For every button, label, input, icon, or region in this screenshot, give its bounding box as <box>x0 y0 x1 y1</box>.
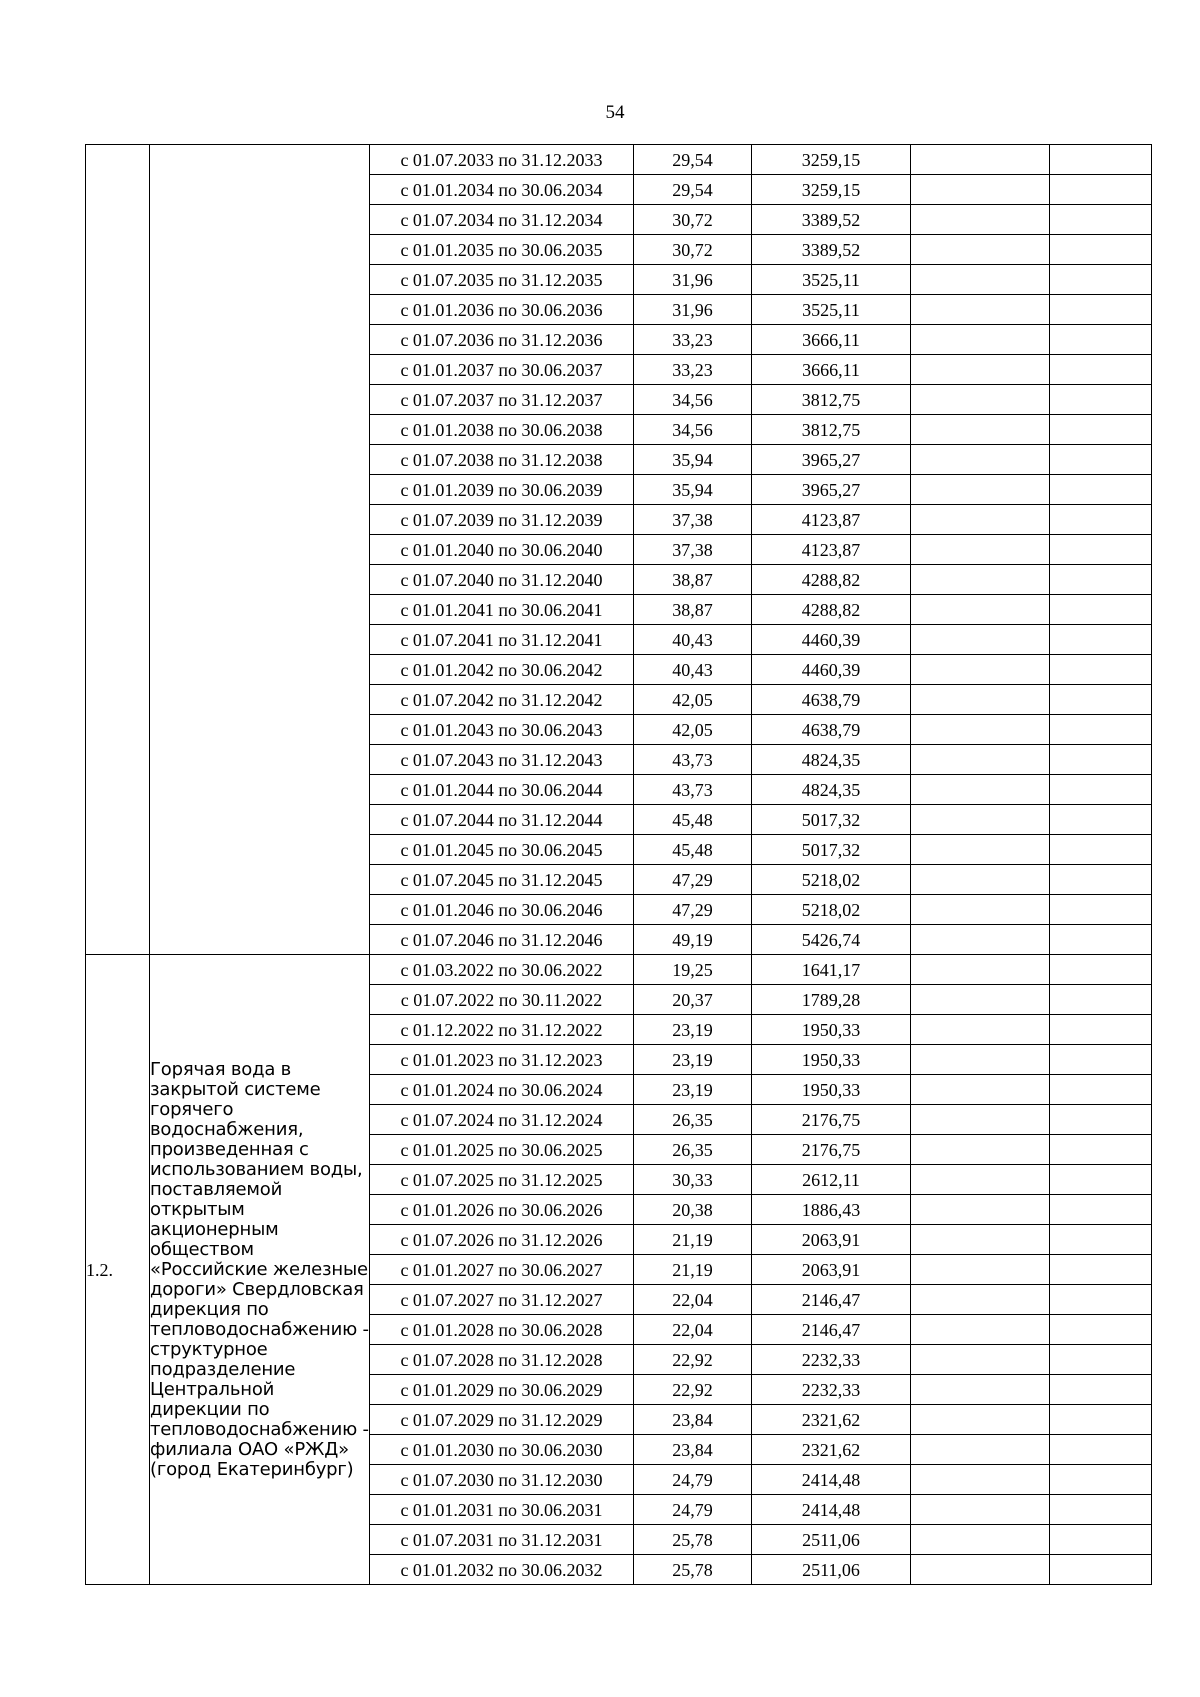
period-cell: с 01.07.2042 по 31.12.2042 <box>370 685 634 715</box>
period-cell: с 01.07.2035 по 31.12.2035 <box>370 265 634 295</box>
value-cell: 3812,75 <box>752 385 911 415</box>
value-cell: 23,84 <box>634 1405 752 1435</box>
value-cell: 26,35 <box>634 1135 752 1165</box>
period-cell: с 01.07.2024 по 31.12.2024 <box>370 1105 634 1135</box>
tariff-table <box>85 144 1152 1585</box>
value-cell: 35,94 <box>634 445 752 475</box>
empty-cell <box>911 385 1050 415</box>
period-cell: с 01.01.2037 по 30.06.2037 <box>370 355 634 385</box>
value-cell: 5017,32 <box>752 835 911 865</box>
empty-cell <box>911 1105 1050 1135</box>
empty-cell <box>911 145 1050 175</box>
section-number: 1.2. <box>86 955 150 1585</box>
value-cell: 25,78 <box>634 1555 752 1585</box>
period-cell: с 01.07.2025 по 31.12.2025 <box>370 1165 634 1195</box>
table-row <box>86 955 1152 985</box>
empty-cell <box>1050 715 1152 745</box>
value-cell: 24,79 <box>634 1495 752 1525</box>
empty-cell <box>1050 235 1152 265</box>
empty-cell <box>1050 925 1152 955</box>
empty-cell <box>1050 1255 1152 1285</box>
empty-cell <box>911 775 1050 805</box>
empty-cell <box>911 325 1050 355</box>
empty-cell <box>1050 1285 1152 1315</box>
value-cell: 2232,33 <box>752 1375 911 1405</box>
value-cell: 43,73 <box>634 775 752 805</box>
empty-cell <box>911 265 1050 295</box>
empty-cell <box>911 985 1050 1015</box>
value-cell: 23,84 <box>634 1435 752 1465</box>
value-cell: 21,19 <box>634 1225 752 1255</box>
value-cell: 30,72 <box>634 205 752 235</box>
value-cell: 2414,48 <box>752 1495 911 1525</box>
value-cell: 47,29 <box>634 895 752 925</box>
empty-cell <box>1050 1135 1152 1165</box>
value-cell: 3525,11 <box>752 295 911 325</box>
empty-cell <box>1050 1405 1152 1435</box>
empty-cell <box>911 805 1050 835</box>
empty-cell <box>911 1525 1050 1555</box>
empty-cell <box>1050 295 1152 325</box>
empty-cell <box>911 565 1050 595</box>
value-cell: 4638,79 <box>752 685 911 715</box>
value-cell: 3666,11 <box>752 355 911 385</box>
period-cell: с 01.07.2022 по 30.11.2022 <box>370 985 634 1015</box>
period-cell: с 01.01.2032 по 30.06.2032 <box>370 1555 634 1585</box>
empty-cell <box>1050 1165 1152 1195</box>
empty-cell <box>911 1165 1050 1195</box>
empty-cell <box>1050 625 1152 655</box>
empty-cell <box>911 715 1050 745</box>
period-cell: с 01.01.2044 по 30.06.2044 <box>370 775 634 805</box>
period-cell: с 01.07.2033 по 31.12.2033 <box>370 145 634 175</box>
empty-cell <box>911 235 1050 265</box>
period-cell: с 01.01.2043 по 30.06.2043 <box>370 715 634 745</box>
value-cell: 2146,47 <box>752 1315 911 1345</box>
tariff-table-body <box>86 145 1152 1585</box>
value-cell: 42,05 <box>634 715 752 745</box>
empty-cell <box>1050 1465 1152 1495</box>
empty-cell <box>1050 205 1152 235</box>
period-cell: с 01.07.2031 по 31.12.2031 <box>370 1525 634 1555</box>
value-cell: 5218,02 <box>752 865 911 895</box>
empty-cell <box>911 895 1050 925</box>
empty-cell <box>911 865 1050 895</box>
empty-cell <box>911 1225 1050 1255</box>
period-cell: с 01.07.2027 по 31.12.2027 <box>370 1285 634 1315</box>
value-cell: 23,19 <box>634 1015 752 1045</box>
period-cell: с 01.07.2045 по 31.12.2045 <box>370 865 634 895</box>
value-cell: 2414,48 <box>752 1465 911 1495</box>
value-cell: 2511,06 <box>752 1555 911 1585</box>
value-cell: 2612,11 <box>752 1165 911 1195</box>
period-cell: с 01.07.2029 по 31.12.2029 <box>370 1405 634 1435</box>
period-cell: с 01.01.2036 по 30.06.2036 <box>370 295 634 325</box>
value-cell: 3965,27 <box>752 445 911 475</box>
period-cell: с 01.01.2042 по 30.06.2042 <box>370 655 634 685</box>
period-cell: с 01.01.2023 по 31.12.2023 <box>370 1045 634 1075</box>
period-cell: с 01.01.2034 по 30.06.2034 <box>370 175 634 205</box>
value-cell: 40,43 <box>634 655 752 685</box>
value-cell: 34,56 <box>634 415 752 445</box>
value-cell: 33,23 <box>634 325 752 355</box>
empty-cell <box>1050 685 1152 715</box>
value-cell: 1950,33 <box>752 1045 911 1075</box>
empty-cell <box>1050 355 1152 385</box>
empty-cell <box>1050 985 1152 1015</box>
value-cell: 5426,74 <box>752 925 911 955</box>
value-cell: 31,96 <box>634 295 752 325</box>
value-cell: 22,92 <box>634 1345 752 1375</box>
period-cell: с 01.01.2039 по 30.06.2039 <box>370 475 634 505</box>
empty-cell <box>911 1435 1050 1465</box>
empty-cell <box>1050 1555 1152 1585</box>
period-cell: с 01.07.2037 по 31.12.2037 <box>370 385 634 415</box>
empty-cell <box>1050 1525 1152 1555</box>
empty-cell <box>1050 415 1152 445</box>
empty-cell <box>1050 475 1152 505</box>
empty-cell <box>911 535 1050 565</box>
empty-cell <box>911 475 1050 505</box>
value-cell: 4123,87 <box>752 505 911 535</box>
empty-cell <box>911 835 1050 865</box>
period-cell: с 01.01.2046 по 30.06.2046 <box>370 895 634 925</box>
empty-cell <box>1050 385 1152 415</box>
empty-cell <box>911 1045 1050 1075</box>
value-cell: 22,04 <box>634 1315 752 1345</box>
value-cell: 2063,91 <box>752 1225 911 1255</box>
value-cell: 40,43 <box>634 625 752 655</box>
value-cell: 2321,62 <box>752 1435 911 1465</box>
value-cell: 4638,79 <box>752 715 911 745</box>
empty-cell <box>911 1315 1050 1345</box>
empty-cell <box>1050 805 1152 835</box>
period-cell: с 01.01.2038 по 30.06.2038 <box>370 415 634 445</box>
value-cell: 4460,39 <box>752 625 911 655</box>
value-cell: 4460,39 <box>752 655 911 685</box>
period-cell: с 01.07.2044 по 31.12.2044 <box>370 805 634 835</box>
value-cell: 23,19 <box>634 1045 752 1075</box>
period-cell: с 01.01.2028 по 30.06.2028 <box>370 1315 634 1345</box>
value-cell: 5218,02 <box>752 895 911 925</box>
value-cell: 2321,62 <box>752 1405 911 1435</box>
value-cell: 4824,35 <box>752 745 911 775</box>
value-cell: 34,56 <box>634 385 752 415</box>
empty-cell <box>911 625 1050 655</box>
value-cell: 45,48 <box>634 835 752 865</box>
value-cell: 35,94 <box>634 475 752 505</box>
value-cell: 2176,75 <box>752 1105 911 1135</box>
value-cell: 1641,17 <box>752 955 911 985</box>
empty-cell <box>911 955 1050 985</box>
value-cell: 1789,28 <box>752 985 911 1015</box>
value-cell: 29,54 <box>634 145 752 175</box>
empty-cell <box>1050 565 1152 595</box>
value-cell: 3812,75 <box>752 415 911 445</box>
value-cell: 38,87 <box>634 595 752 625</box>
empty-cell <box>911 1495 1050 1525</box>
value-cell: 4123,87 <box>752 535 911 565</box>
value-cell: 47,29 <box>634 865 752 895</box>
value-cell: 1950,33 <box>752 1075 911 1105</box>
empty-cell <box>1050 1315 1152 1345</box>
value-cell: 33,23 <box>634 355 752 385</box>
value-cell: 3259,15 <box>752 175 911 205</box>
empty-cell <box>911 1555 1050 1585</box>
value-cell: 37,38 <box>634 505 752 535</box>
value-cell: 4288,82 <box>752 565 911 595</box>
value-cell: 2146,47 <box>752 1285 911 1315</box>
value-cell: 43,73 <box>634 745 752 775</box>
table-row <box>86 145 1152 175</box>
empty-cell <box>911 1015 1050 1045</box>
empty-cell <box>1050 505 1152 535</box>
empty-cell <box>1050 1015 1152 1045</box>
value-cell: 45,48 <box>634 805 752 835</box>
empty-cell <box>911 445 1050 475</box>
empty-cell <box>1050 1045 1152 1075</box>
empty-cell <box>1050 775 1152 805</box>
empty-cell <box>911 595 1050 625</box>
empty-cell <box>1050 535 1152 565</box>
period-cell: с 01.07.2030 по 31.12.2030 <box>370 1465 634 1495</box>
value-cell: 2063,91 <box>752 1255 911 1285</box>
value-cell: 37,38 <box>634 535 752 565</box>
empty-cell <box>911 1075 1050 1105</box>
empty-cell <box>1050 835 1152 865</box>
empty-cell <box>911 925 1050 955</box>
value-cell: 42,05 <box>634 685 752 715</box>
empty-cell <box>911 175 1050 205</box>
value-cell: 19,25 <box>634 955 752 985</box>
value-cell: 30,72 <box>634 235 752 265</box>
period-cell: с 01.07.2041 по 31.12.2041 <box>370 625 634 655</box>
period-cell: с 01.07.2046 по 31.12.2046 <box>370 925 634 955</box>
empty-cell <box>1050 955 1152 985</box>
value-cell: 49,19 <box>634 925 752 955</box>
empty-cell <box>1050 1495 1152 1525</box>
value-cell: 3389,52 <box>752 235 911 265</box>
empty-cell <box>1050 1225 1152 1255</box>
value-cell: 3389,52 <box>752 205 911 235</box>
value-cell: 5017,32 <box>752 805 911 835</box>
period-cell: с 01.01.2026 по 30.06.2026 <box>370 1195 634 1225</box>
section-name: Горячая вода в закрытой системе горячего водоснабжения, произведенная с использованием воды, поставляемой открытым акционерным обществом «Российские железные дороги» Свердловская дирекция по тепловодоснабжению - структурное подразделение Центральной дирекции по тепловодоснабжению - филиала ОАО «РЖД» (город Екатеринбург) <box>150 955 370 1585</box>
empty-cell <box>1050 655 1152 685</box>
empty-cell <box>1050 445 1152 475</box>
empty-cell <box>1050 865 1152 895</box>
continued-number-cell <box>86 145 150 955</box>
period-cell: с 01.01.2025 по 30.06.2025 <box>370 1135 634 1165</box>
empty-cell <box>911 415 1050 445</box>
value-cell: 1886,43 <box>752 1195 911 1225</box>
period-cell: с 01.01.2031 по 30.06.2031 <box>370 1495 634 1525</box>
value-cell: 2176,75 <box>752 1135 911 1165</box>
empty-cell <box>911 1345 1050 1375</box>
period-cell: с 01.01.2024 по 30.06.2024 <box>370 1075 634 1105</box>
period-cell: с 01.07.2028 по 31.12.2028 <box>370 1345 634 1375</box>
empty-cell <box>1050 745 1152 775</box>
value-cell: 3525,11 <box>752 265 911 295</box>
value-cell: 38,87 <box>634 565 752 595</box>
empty-cell <box>911 355 1050 385</box>
value-cell: 20,38 <box>634 1195 752 1225</box>
value-cell: 3259,15 <box>752 145 911 175</box>
empty-cell <box>1050 265 1152 295</box>
period-cell: с 01.01.2040 по 30.06.2040 <box>370 535 634 565</box>
empty-cell <box>911 1255 1050 1285</box>
value-cell: 22,04 <box>634 1285 752 1315</box>
value-cell: 25,78 <box>634 1525 752 1555</box>
value-cell: 23,19 <box>634 1075 752 1105</box>
empty-cell <box>911 1405 1050 1435</box>
empty-cell <box>1050 1345 1152 1375</box>
empty-cell <box>911 295 1050 325</box>
period-cell: с 01.01.2029 по 30.06.2029 <box>370 1375 634 1405</box>
value-cell: 3965,27 <box>752 475 911 505</box>
period-cell: с 01.07.2036 по 31.12.2036 <box>370 325 634 355</box>
value-cell: 1950,33 <box>752 1015 911 1045</box>
period-cell: с 01.01.2045 по 30.06.2045 <box>370 835 634 865</box>
empty-cell <box>1050 325 1152 355</box>
period-cell: с 01.07.2038 по 31.12.2038 <box>370 445 634 475</box>
empty-cell <box>1050 1075 1152 1105</box>
period-cell: с 01.07.2026 по 31.12.2026 <box>370 1225 634 1255</box>
value-cell: 2232,33 <box>752 1345 911 1375</box>
period-cell: с 01.01.2035 по 30.06.2035 <box>370 235 634 265</box>
page-number: 54 <box>605 102 625 123</box>
value-cell: 24,79 <box>634 1465 752 1495</box>
empty-cell <box>1050 1105 1152 1135</box>
period-cell: с 01.07.2043 по 31.12.2043 <box>370 745 634 775</box>
empty-cell <box>911 1285 1050 1315</box>
period-cell: с 01.07.2039 по 31.12.2039 <box>370 505 634 535</box>
empty-cell <box>911 205 1050 235</box>
empty-cell <box>911 505 1050 535</box>
value-cell: 20,37 <box>634 985 752 1015</box>
empty-cell <box>1050 145 1152 175</box>
value-cell: 29,54 <box>634 175 752 205</box>
empty-cell <box>911 655 1050 685</box>
period-cell: с 01.01.2027 по 30.06.2027 <box>370 1255 634 1285</box>
value-cell: 26,35 <box>634 1105 752 1135</box>
period-cell: с 01.03.2022 по 30.06.2022 <box>370 955 634 985</box>
value-cell: 21,19 <box>634 1255 752 1285</box>
empty-cell <box>1050 1195 1152 1225</box>
empty-cell <box>911 745 1050 775</box>
value-cell: 3666,11 <box>752 325 911 355</box>
empty-cell <box>1050 1375 1152 1405</box>
value-cell: 31,96 <box>634 265 752 295</box>
period-cell: с 01.07.2034 по 31.12.2034 <box>370 205 634 235</box>
value-cell: 2511,06 <box>752 1525 911 1555</box>
period-cell: с 01.01.2041 по 30.06.2041 <box>370 595 634 625</box>
continued-name-cell <box>150 145 370 955</box>
empty-cell <box>1050 175 1152 205</box>
empty-cell <box>1050 595 1152 625</box>
empty-cell <box>1050 1435 1152 1465</box>
period-cell: с 01.07.2040 по 31.12.2040 <box>370 565 634 595</box>
period-cell: с 01.12.2022 по 31.12.2022 <box>370 1015 634 1045</box>
empty-cell <box>911 1135 1050 1165</box>
value-cell: 22,92 <box>634 1375 752 1405</box>
empty-cell <box>1050 895 1152 925</box>
value-cell: 30,33 <box>634 1165 752 1195</box>
empty-cell <box>911 685 1050 715</box>
value-cell: 4824,35 <box>752 775 911 805</box>
empty-cell <box>911 1375 1050 1405</box>
value-cell: 4288,82 <box>752 595 911 625</box>
empty-cell <box>911 1195 1050 1225</box>
empty-cell <box>911 1465 1050 1495</box>
period-cell: с 01.01.2030 по 30.06.2030 <box>370 1435 634 1465</box>
